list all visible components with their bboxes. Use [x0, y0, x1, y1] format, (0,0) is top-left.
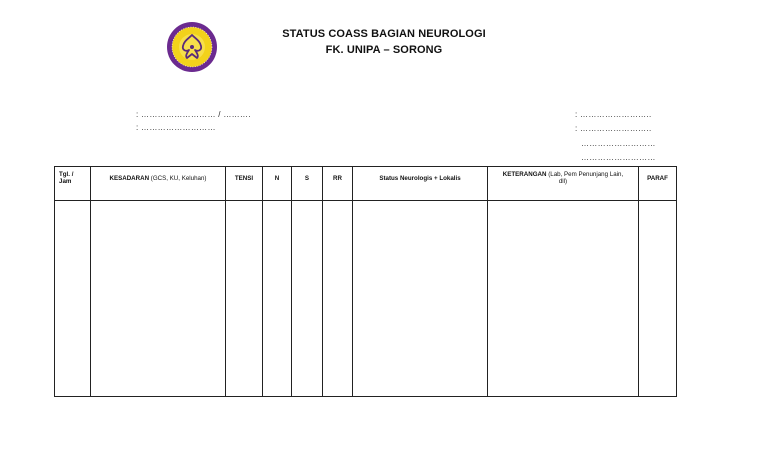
header-kesadaran: KESADARAN (GCS, KU, Keluhan): [91, 167, 226, 201]
header-n: N: [263, 167, 292, 201]
header-tensi: TENSI: [226, 167, 263, 201]
cell-status-neurologis[interactable]: [353, 201, 488, 397]
field-left-1[interactable]: : ……………………… / ……….: [136, 110, 251, 119]
document-subtitle: FK. UNIPA – SORONG: [325, 44, 443, 56]
university-seal-icon: [166, 21, 218, 73]
cell-tgl-jam[interactable]: [55, 201, 91, 397]
document-title: STATUS COASS BAGIAN NEUROLOGI: [282, 28, 486, 40]
cell-paraf[interactable]: [639, 201, 677, 397]
field-right-1[interactable]: : ……………………..: [575, 110, 652, 119]
cell-kesadaran[interactable]: [91, 201, 226, 397]
cell-s[interactable]: [292, 201, 323, 397]
cell-rr[interactable]: [323, 201, 353, 397]
field-left-2[interactable]: : ………………………: [136, 123, 216, 132]
header-keterangan: KETERANGAN (Lab, Pem Penunjang Lain, dll): [488, 167, 639, 201]
field-right-4[interactable]: ………………………: [581, 153, 656, 162]
header-s: S: [292, 167, 323, 201]
header-paraf: PARAF: [639, 167, 677, 201]
field-right-3[interactable]: ………………………: [581, 139, 656, 148]
header-tgl-jam: Tgl. / Jam: [55, 167, 91, 201]
cell-keterangan[interactable]: [488, 201, 639, 397]
table-row: [55, 201, 677, 397]
cell-n[interactable]: [263, 201, 292, 397]
header-rr: RR: [323, 167, 353, 201]
field-right-2[interactable]: : ……………………..: [575, 124, 652, 133]
cell-tensi[interactable]: [226, 201, 263, 397]
header-status-neurologis: Status Neurologis + Lokalis: [353, 167, 488, 201]
status-table: [54, 166, 677, 397]
